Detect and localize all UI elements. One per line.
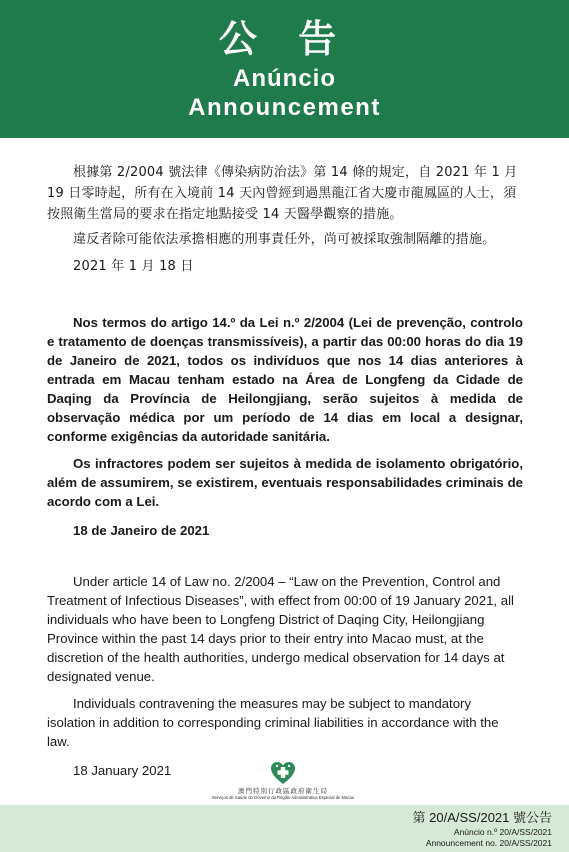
footer-band xyxy=(0,805,569,852)
reference-number-portuguese: Anúncio n.º 20/A/SS/2021 xyxy=(453,827,552,837)
logo-name-portuguese: Serviços de Saúde do Governo da Região Administrativa Especial de Macau xyxy=(211,795,355,800)
title-english: Announcement xyxy=(188,94,381,121)
english-paragraph-1: Under article 14 of Law no. 2/2004 – “Law on the Prevention, Control and Treatment of Infectious Diseases”, with effect from 00:00 of 19 January 2021, all individuals who have been to Longfeng District of Daqing City, Heilongjiang Province within the past 14 days prior to their entry into Macao must, at the discretion of the health authorities, undergo medical observation for 14 days at designated venue. xyxy=(47,574,514,684)
chinese-paragraph-2: 違反者除可能依法承擔相應的刑事責任外，尚可被採取強制隔離的措施。 xyxy=(73,232,496,247)
health-bureau-logo xyxy=(203,761,363,801)
header-banner xyxy=(0,0,569,138)
english-paragraph-2: Individuals contravening the measures may be subject to mandatory isolation in addition to corresponding criminal liabilities in accordance with the law. xyxy=(47,696,499,749)
reference-number-chinese: 第 20/A/SS/2021 號公告 xyxy=(412,810,552,825)
english-date: 18 January 2021 xyxy=(73,763,172,778)
reference-number-english: Announcement no. 20/A/SS/2021 xyxy=(425,838,552,848)
chinese-date: 2021 年 1 月 18 日 xyxy=(73,259,194,274)
portuguese-section xyxy=(47,313,523,540)
portuguese-paragraph-1: Nos termos do artigo 14.º da Lei n.º 2/2004 (Lei de prevenção, controlo e tratamento de doenças transmissíveis), a partir das 00:00 horas do dia 19 de Janeiro de 2021, todos os indivíduos que nos 14 dias anteriores à entrada em Macau tenham estado na Área de Longfeng da Cidade de Daqing da Província de Heilongjiang, serão sujeitos à medida de observação médica por um período de 14 dias em local a designar, conforme exigências da autoridade sanitária. xyxy=(47,315,523,444)
logo-name-chinese: 澳門特別行政區政府衛生局 xyxy=(238,787,328,795)
announcement-body xyxy=(47,162,523,788)
title-portuguese: Anúncio xyxy=(233,65,336,92)
english-section xyxy=(47,572,523,780)
portuguese-paragraph-2: Os infractores podem ser sujeitos à medida de isolamento obrigatório, além de assumirem, se existirem, eventuais responsabilidades criminais de acordo com a Lei. xyxy=(47,456,523,509)
portuguese-date: 18 de Janeiro de 2021 xyxy=(73,523,210,538)
title-chinese: 公 告 xyxy=(218,17,351,61)
chinese-paragraph-1: 根據第 2/2004 號法律《傳染病防治法》第 14 條的規定，自 2021 年 1 月 19 日零時起，所有在入境前 14 天內曾經到過黑龍江省大慶市龍鳳區的人士，須按照衛生當局的要求在指定地點接受 14 天醫學觀察的措施。 xyxy=(47,165,518,222)
health-bureau-emblem-icon xyxy=(270,761,296,785)
chinese-section xyxy=(47,162,523,277)
